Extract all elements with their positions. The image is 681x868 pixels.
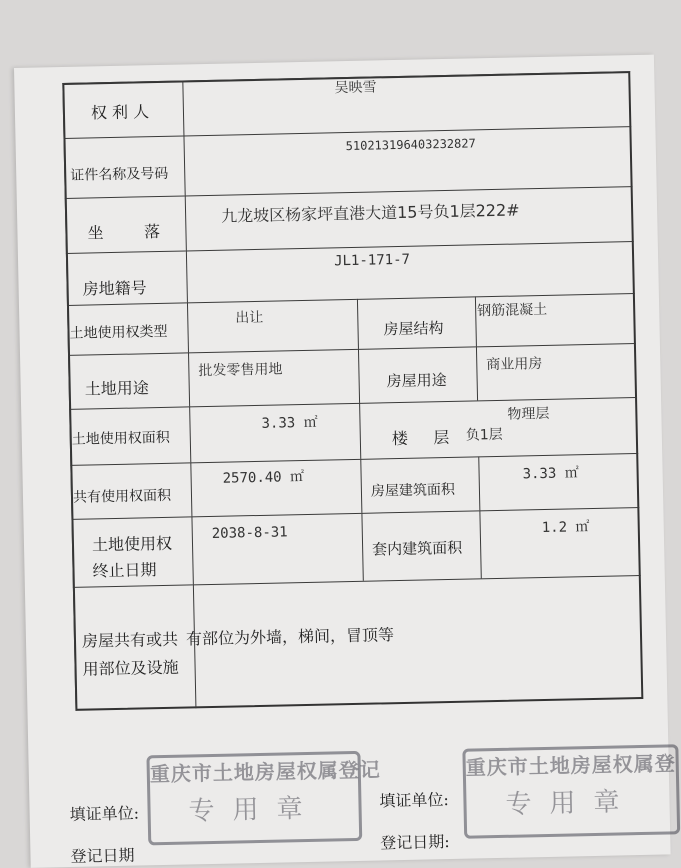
building-area-label: 房屋建筑面积 bbox=[370, 481, 456, 500]
building-area-value: 3.33 ㎡ bbox=[522, 465, 579, 483]
parcel-value-cell bbox=[186, 241, 635, 302]
location-label: 坐 落 bbox=[87, 221, 161, 243]
shared-parts-label-2: 用部位及设施 bbox=[82, 657, 179, 679]
house-use-value: 商业用房 bbox=[486, 356, 543, 374]
parcel-label: 房地籍号 bbox=[82, 278, 147, 299]
land-right-type-value: 出让 bbox=[235, 309, 264, 327]
holder-label: 权 利 人 bbox=[90, 102, 150, 123]
house-use-label: 房屋用途 bbox=[386, 371, 447, 391]
floor-value: 负1层 bbox=[465, 426, 503, 444]
inner-area-value: 1.2 ㎡ bbox=[541, 519, 590, 537]
grid-cell bbox=[191, 513, 362, 585]
date-right-label: 登记日期: bbox=[380, 832, 450, 853]
stamp-text: 专用章 bbox=[505, 787, 638, 820]
holder-value: 吴映雪 bbox=[334, 79, 377, 97]
land-use-value: 批发零售用地 bbox=[198, 361, 283, 380]
shared-land-area-value: 2570.40 ㎡ bbox=[222, 469, 305, 487]
floor-label: 楼 层 bbox=[391, 427, 450, 449]
land-right-type-label: 土地使用权类型 bbox=[69, 323, 168, 342]
floor-header: 物理层 bbox=[507, 405, 550, 423]
building-structure-value: 钢筋混凝土 bbox=[477, 301, 548, 320]
shared-land-area-label: 共有使用权面积 bbox=[72, 487, 172, 506]
certificate-paper bbox=[14, 55, 676, 868]
shared-parts-value: 有部位为外墙，梯间，冒顶等 bbox=[185, 625, 395, 649]
end-date-value: 2038-8-31 bbox=[211, 524, 288, 542]
building-structure-label: 房屋结构 bbox=[383, 319, 444, 339]
issuer-right-label: 填证单位: bbox=[379, 790, 450, 811]
id-label: 证件名称及号码 bbox=[70, 165, 169, 184]
registration-stamp-left bbox=[146, 751, 382, 845]
land-area-value: 3.33 ㎡ bbox=[261, 414, 318, 432]
registration-stamp-right bbox=[462, 744, 680, 839]
shared-parts-label-1: 房屋共有或共 bbox=[81, 629, 179, 651]
inner-area-label: 套内建筑面积 bbox=[371, 538, 463, 559]
id-value: 510213196403232827 bbox=[345, 136, 476, 154]
end-date-label-2: 终止日期 bbox=[92, 560, 157, 581]
land-use-label: 土地用途 bbox=[84, 378, 149, 399]
land-area-label: 土地使用权面积 bbox=[71, 429, 170, 448]
location-value: 九龙坡区杨家坪直港大道15号负1层222# bbox=[220, 200, 520, 226]
certificate-table bbox=[62, 71, 645, 713]
stamp-text: 专用章 bbox=[188, 793, 321, 827]
id-value-cell bbox=[183, 126, 632, 195]
issuer-left-label: 填证单位: bbox=[69, 803, 140, 824]
parcel-value: JL1-171-7 bbox=[333, 251, 411, 270]
date-left-label: 登记日期 bbox=[70, 845, 135, 866]
stamp-text: 重庆市土地房屋权属登记 bbox=[149, 757, 382, 787]
stamp-text: 重庆市土地房屋权属登 bbox=[465, 751, 676, 780]
grid-cell bbox=[187, 299, 358, 353]
holder-value-cell bbox=[182, 71, 631, 135]
end-date-label-1: 土地使用权 bbox=[91, 533, 173, 555]
